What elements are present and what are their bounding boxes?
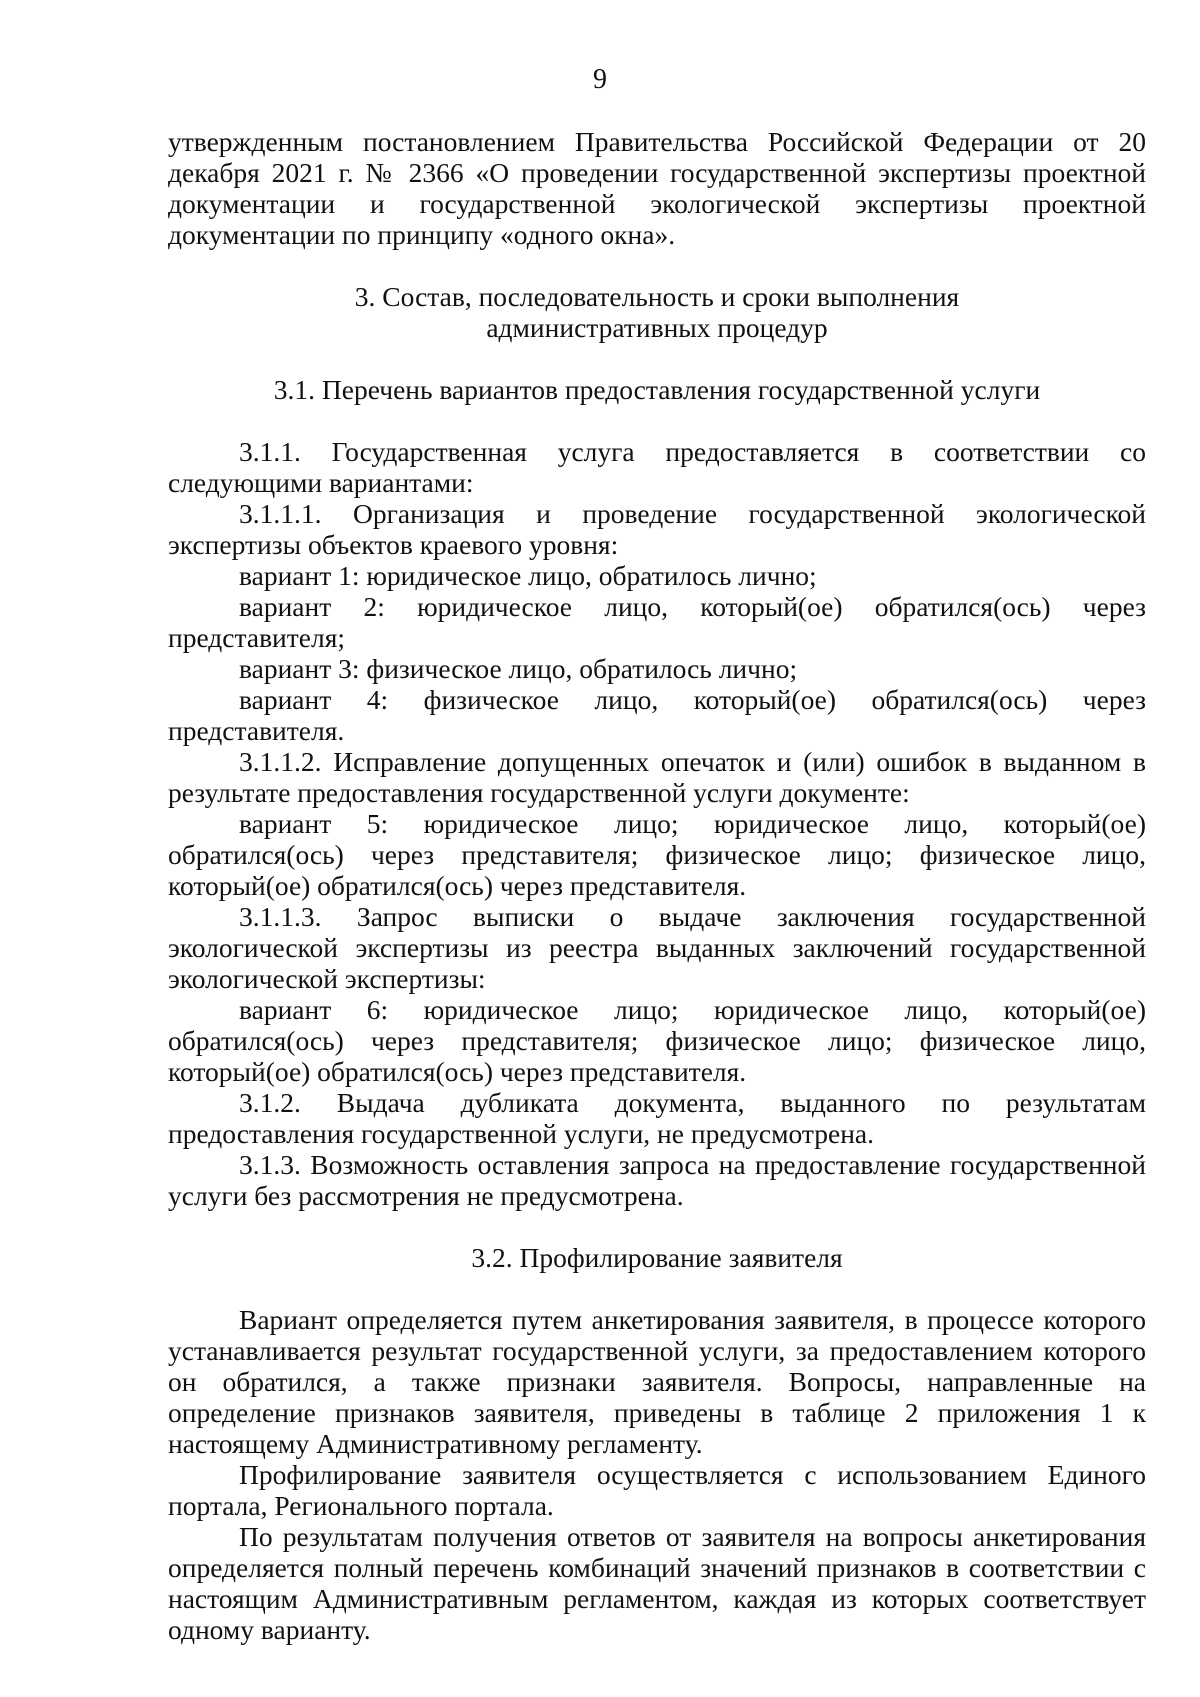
- section-3-2-title: 3.2. Профилирование заявителя: [471, 1242, 843, 1273]
- paragraph-3-2-a: Вариант определяется путем анкетирования заявителя, в процессе которого устанавливается результат государственной услуги, за предоставлением которого он обратился, а также признаки заявителя. Вопросы, направленные на определение признаков заявителя, приведены в таблице 2 приложения 1 к настоящему Административному регламенту.: [168, 1304, 1146, 1459]
- variant-2: вариант 2: юридическое лицо, который(ое) обратился(ось) через представителя;: [168, 591, 1146, 653]
- paragraph-3-1-1-2: 3.1.1.2. Исправление допущенных опечаток и (или) ошибок в выданном в результате предоставления государственной услуги документе:: [168, 746, 1146, 808]
- section-3-2-body: [168, 1304, 1146, 1645]
- page-number: 9: [593, 64, 607, 95]
- paragraph-3-2-b: Профилирование заявителя осуществляется с использованием Единого портала, Регионального портала.: [168, 1459, 1146, 1521]
- section-3-title-line-2: административных процедур: [486, 312, 828, 343]
- document-body: [168, 126, 1146, 1645]
- variant-6: вариант 6: юридическое лицо; юридическое лицо, который(ое) обратился(ось) через представителя; физическое лицо; физическое лицо, который(ое) обратился(ось) через представителя.: [168, 994, 1146, 1087]
- paragraph-3-2-c: По результатам получения ответов от заявителя на вопросы анкетирования определяется полный перечень комбинаций значений признаков в соответствии с настоящим Административным регламентом, каждая из которых соответствует одному варианту.: [168, 1521, 1146, 1645]
- variant-3: вариант 3: физическое лицо, обратилось лично;: [239, 653, 798, 684]
- section-3-title-line-1: 3. Состав, последовательность и сроки выполнения: [354, 281, 960, 312]
- intro-paragraph: утвержденным постановлением Правительства Российской Федерации от 20 декабря 2021 г. № 2366 «О проведении государственной экспертизы проектной документации и государственной экологической экспертизы проектной документации по принципу «одного окна».: [168, 126, 1146, 250]
- section-3-1-title: 3.1. Перечень вариантов предоставления государственной услуги: [273, 374, 1041, 405]
- paragraph-3-1-2: 3.1.2. Выдача дубликата документа, выданного по результатам предоставления государственной услуги, не предусмотрена.: [168, 1087, 1146, 1149]
- paragraph-3-1-3: 3.1.3. Возможность оставления запроса на предоставление государственной услуги без рассмотрения не предусмотрена.: [168, 1149, 1146, 1211]
- paragraph-3-1-1-1: 3.1.1.1. Организация и проведение государственной экологической экспертизы объектов краевого уровня:: [168, 498, 1146, 560]
- section-3-1-body: [168, 436, 1146, 1211]
- paragraph-3-1-1: 3.1.1. Государственная услуга предоставляется в соответствии со следующими вариантами:: [168, 436, 1146, 498]
- variant-5: вариант 5: юридическое лицо; юридическое лицо, который(ое) обратился(ось) через представителя; физическое лицо; физическое лицо, который(ое) обратился(ось) через представителя.: [168, 808, 1146, 901]
- variant-4: вариант 4: физическое лицо, который(ое) обратился(ось) через представителя.: [168, 684, 1146, 746]
- variant-1: вариант 1: юридическое лицо, обратилось лично;: [239, 560, 817, 591]
- paragraph-3-1-1-3: 3.1.1.3. Запрос выписки о выдаче заключения государственной экологической экспертизы из реестра выданных заключений государственной экологической экспертизы:: [168, 901, 1146, 994]
